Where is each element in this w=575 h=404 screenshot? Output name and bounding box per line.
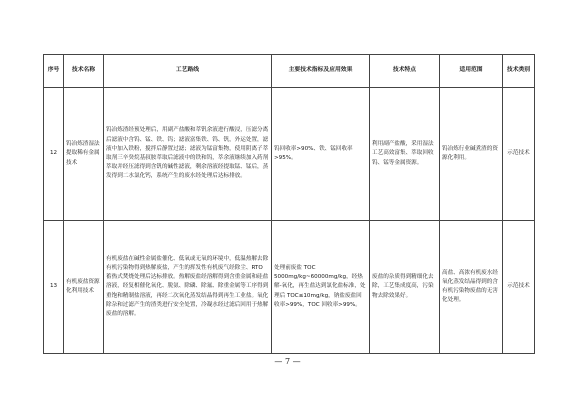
- header-category: 技术类别: [503, 55, 535, 88]
- row-number: 13: [44, 221, 64, 354]
- scope: 高盐、高浓有机废水经氧化蒸发结晶得到的含有机污染物废盐的无害化处理。: [440, 221, 503, 354]
- category: 示范技术: [503, 88, 535, 221]
- features: 利用副产盐酸，采用湿法工艺高效富集、萃取回收钨、锰等金属资源。: [370, 88, 440, 221]
- process-route: 有机废盐在碱性金属盐催化、低氧或无氧的环境中，低温热解去除有机污染物得到热解废盐，产生的挥发性有机废气经除尘、RTO 蓄热式焚烧处理后达标排放。热解废盐经溶解得到含重金属和硅盐溶液，经复相催化氧化、脱氨、除磷、除氟、除重金属等工序得到重饱和精制盐溶液，再经二次氧化蒸发结晶得到再生工业盐。氧化除杂和过滤产生的渣类进行安全处置，冷凝水经过滤后回用于热解废盐的溶解。: [104, 221, 272, 354]
- technology-table: [43, 54, 535, 354]
- page-number: — 7 —: [274, 357, 301, 366]
- header-no: 序号: [44, 55, 64, 88]
- header-process: 工艺路线: [104, 55, 272, 88]
- technology-name: 有机废盐资源化利用技术: [64, 221, 104, 354]
- header-features: 技术特点: [370, 55, 440, 88]
- row-number: 12: [44, 88, 64, 221]
- indicators: 处理前废盐 TOC 5000mg/kg~60000mg/kg，经热解-氧化，再生盐达到氯化盐标准，处理后 TOC≤10mg/kg，钠盐废盐回收率>99%，TOC 回收率>99%。: [272, 221, 370, 354]
- header-name: 技术名称: [64, 55, 104, 88]
- category: 示范技术: [503, 221, 535, 354]
- process-route: 钨冶炼渣经预处理后，用副产盐酸和萃钒余液进行酸浸，压滤分离后滤液中含钨、锰、铁、钨；滤液富集铁、钨、钒，外运处置，滤液中加入铁粉，搅拌后静置过滤；滤液为锰富集物，使用阴离子萃取剂三辛癸烷基叔胺萃取后滤液中的铁和钨，萃余液继续加入药剂萃取并经压滤得到含钒的碱性滤液，剩余溶液经提取锰、锰后，蒸发得到二水氯化钙，系统产生的废水经处理后达标排放。: [104, 88, 272, 221]
- table-row: [44, 221, 535, 354]
- table-row: [44, 88, 535, 221]
- header-indicators: 主要技术指标及应用效果: [272, 55, 370, 88]
- scope: 钨冶炼行业碱煮渣的资源化利用。: [440, 88, 503, 221]
- header-scope: 适用范围: [440, 55, 503, 88]
- technology-name: 钨冶炼渣湿法提取稀有金属技术: [64, 88, 104, 221]
- indicators: 钨回收率>90%、铁、锰回收率>95%。: [272, 88, 370, 221]
- table-header-row: [44, 55, 535, 88]
- features: 废盐的杂质得到精细化去除，工艺集成度高，污染物去除效果好。: [370, 221, 440, 354]
